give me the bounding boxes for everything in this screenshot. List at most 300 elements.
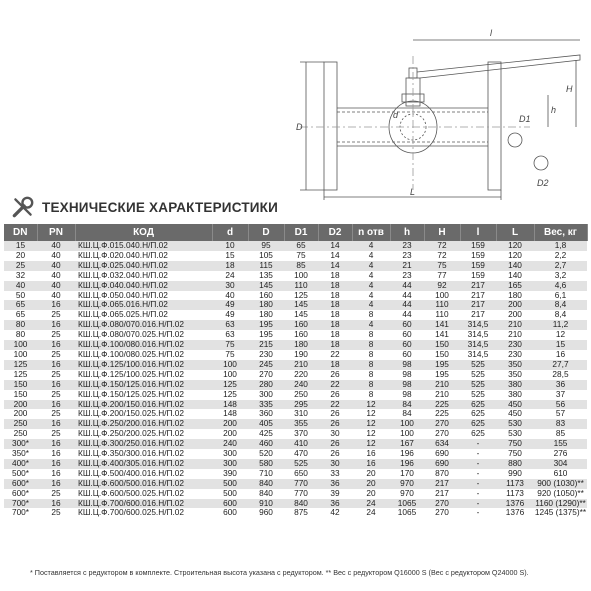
table-cell: 125	[212, 380, 248, 390]
table-cell: 200	[4, 409, 37, 419]
table-cell: 970	[390, 489, 424, 499]
table-cell: 220	[284, 370, 318, 380]
column-header: Вес, кг	[534, 224, 587, 241]
table-cell: 625	[460, 400, 496, 410]
table-cell: 600*	[4, 489, 37, 499]
table-cell: 30	[212, 281, 248, 291]
bolt-hole	[534, 156, 548, 170]
table-cell: 120	[496, 241, 534, 251]
column-header: DN	[4, 224, 37, 241]
table-cell: 314,5	[460, 330, 496, 340]
table-cell: КШ.Ц.Ф.700/600.025.Н/П.02	[75, 508, 212, 518]
table-cell: 65	[4, 300, 37, 310]
table-cell: 600*	[4, 479, 37, 489]
table-cell: 15	[4, 241, 37, 251]
column-header: КОД	[75, 224, 212, 241]
table-cell: 450	[496, 409, 534, 419]
table-cell: 26	[318, 419, 352, 429]
table-cell: 770	[284, 479, 318, 489]
table-cell: 8,4	[534, 310, 587, 320]
table-cell: 530	[496, 429, 534, 439]
table-cell: 40	[37, 271, 75, 281]
table-cell: 18	[318, 310, 352, 320]
table-cell: 44	[390, 291, 424, 301]
table-cell: 24	[212, 271, 248, 281]
table-cell: 500	[212, 489, 248, 499]
table-cell: КШ.Ц.Ф.065.025.Н/П.02	[75, 310, 212, 320]
table-cell: 690	[424, 449, 460, 459]
table-cell: 12	[352, 419, 390, 429]
table-cell: 140	[496, 271, 534, 281]
table-cell: 314,5	[460, 350, 496, 360]
table-cell: -	[460, 449, 496, 459]
table-cell: 16	[37, 439, 75, 449]
table-cell: 1,8	[534, 241, 587, 251]
table-cell: 141	[424, 320, 460, 330]
table-cell: 22	[318, 400, 352, 410]
table-cell: 180	[248, 310, 284, 320]
table-cell: 840	[248, 489, 284, 499]
table-cell: 405	[248, 419, 284, 429]
table-cell: 23	[390, 251, 424, 261]
table-cell: 8	[352, 330, 390, 340]
column-header: H	[424, 224, 460, 241]
table-cell: 4	[352, 291, 390, 301]
table-cell: 16	[37, 469, 75, 479]
table-cell: 610	[534, 469, 587, 479]
table-cell: 37	[534, 390, 587, 400]
table-cell: КШ.Ц.Ф.250/200.016.Н/П.02	[75, 419, 212, 429]
table-cell: 110	[424, 310, 460, 320]
table-cell: 50	[4, 291, 37, 301]
table-cell: 26	[318, 409, 352, 419]
table-cell: КШ.Ц.Ф.250/200.025.Н/П.02	[75, 429, 212, 439]
table-cell: 525	[460, 370, 496, 380]
table-cell: 167	[390, 439, 424, 449]
table-cell: 12	[352, 400, 390, 410]
table-cell: 21	[390, 261, 424, 271]
left-flange	[324, 62, 337, 190]
table-cell: 80	[4, 320, 37, 330]
table-cell: КШ.Ц.Ф.125/100.016.Н/П.02	[75, 360, 212, 370]
table-cell: 840	[284, 499, 318, 509]
table-cell: 25	[37, 429, 75, 439]
table-row	[4, 291, 587, 301]
table-row	[4, 370, 587, 380]
table-cell: 4	[352, 241, 390, 251]
table-cell: 460	[248, 439, 284, 449]
table-cell: 98	[390, 380, 424, 390]
table-cell: 63	[212, 330, 248, 340]
table-header-row	[4, 224, 587, 241]
table-cell: 65	[4, 310, 37, 320]
table-cell: 370	[284, 429, 318, 439]
footnote: * Поставляется с редуктором в комплекте. Строительная высота указана с редуктором. ** Вес с редуктором Q16000 S (Вес с редуктором Q24000 S).	[30, 568, 529, 577]
table-cell: 18	[318, 291, 352, 301]
table-cell: 77	[424, 271, 460, 281]
table-cell: 196	[390, 449, 424, 459]
table-cell: 625	[460, 419, 496, 429]
table-cell: 148	[212, 409, 248, 419]
table-cell: 25	[37, 390, 75, 400]
table-cell: 380	[496, 390, 534, 400]
table-cell: 25	[37, 489, 75, 499]
table-cell: 65	[284, 241, 318, 251]
table-cell: 400*	[4, 459, 37, 469]
column-header: PN	[37, 224, 75, 241]
table-cell: 26	[318, 390, 352, 400]
table-cell: 8,4	[534, 300, 587, 310]
column-header: D2	[318, 224, 352, 241]
table-cell: 60	[390, 320, 424, 330]
table-cell: 195	[424, 370, 460, 380]
table-cell: 350	[496, 370, 534, 380]
table-cell: 304	[534, 459, 587, 469]
bolt-hole	[508, 133, 522, 147]
table-cell: 23	[390, 271, 424, 281]
table-cell: 250	[284, 390, 318, 400]
specs-table	[4, 224, 588, 518]
table-cell: -	[460, 439, 496, 449]
table-cell: 14	[318, 261, 352, 271]
table-cell: 80	[4, 330, 37, 340]
table-cell: 314,5	[460, 340, 496, 350]
table-cell: 18	[318, 360, 352, 370]
table-cell: 217	[424, 479, 460, 489]
table-cell: 115	[248, 261, 284, 271]
table-cell: 4	[352, 300, 390, 310]
table-row	[4, 350, 587, 360]
table-cell: КШ.Ц.Ф.600/500.025.Н/П.02	[75, 489, 212, 499]
table-cell: 1160 (1290)**	[535, 498, 586, 508]
table-cell: 14	[318, 251, 352, 261]
table-cell: 110	[424, 300, 460, 310]
table-cell: 2,2	[534, 251, 587, 261]
table-cell: 200	[496, 300, 534, 310]
table-cell: 56	[534, 400, 587, 410]
column-header: h	[390, 224, 424, 241]
table-cell: 180	[248, 300, 284, 310]
table-cell: 210	[284, 360, 318, 370]
table-cell: КШ.Ц.Ф.500/400.016.Н/П.02	[75, 469, 212, 479]
table-cell: 25	[37, 409, 75, 419]
table-cell: 85	[284, 261, 318, 271]
table-cell: 990	[496, 469, 534, 479]
table-cell: 75	[212, 340, 248, 350]
table-row	[4, 489, 587, 499]
table-cell: 270	[248, 370, 284, 380]
table-cell: -	[460, 508, 496, 518]
table-cell: 700*	[4, 499, 37, 509]
table-cell: 530	[496, 419, 534, 429]
table-cell: 44	[390, 300, 424, 310]
table-cell: 240	[212, 439, 248, 449]
table-cell: 3,2	[534, 271, 587, 281]
valve-drawing	[0, 0, 591, 210]
table-cell: 960	[248, 508, 284, 518]
column-header: D	[248, 224, 284, 241]
table-cell: 16	[37, 360, 75, 370]
table-cell: 196	[390, 459, 424, 469]
table-cell: 4	[352, 320, 390, 330]
table-cell: 110	[284, 281, 318, 291]
label-h: h	[551, 105, 557, 115]
table-cell: 140	[496, 261, 534, 271]
table-cell: 360	[248, 409, 284, 419]
column-header: D1	[284, 224, 318, 241]
table-cell: 280	[248, 380, 284, 390]
table-cell: 4	[352, 271, 390, 281]
table-cell: 18	[318, 340, 352, 350]
table-cell: 314,5	[460, 320, 496, 330]
table-cell: -	[460, 489, 496, 499]
table-cell: -	[460, 469, 496, 479]
table-row	[4, 439, 587, 449]
table-cell: 1173	[496, 489, 534, 499]
table-cell: 141	[424, 330, 460, 340]
table-cell: 210	[496, 320, 534, 330]
table-cell: 2,7	[534, 261, 587, 271]
table-cell: 210	[424, 390, 460, 400]
table-row	[4, 419, 587, 429]
table-cell: 1173	[496, 479, 534, 489]
column-header: d	[212, 224, 248, 241]
table-cell: 450	[496, 400, 534, 410]
table-cell: 4	[352, 261, 390, 271]
table-cell: 150	[4, 380, 37, 390]
table-cell: 970	[390, 479, 424, 489]
table-cell: 84	[390, 400, 424, 410]
table-cell: 300	[248, 390, 284, 400]
table-cell: 8	[352, 340, 390, 350]
table-cell: 24	[352, 499, 390, 509]
table-cell: 16	[37, 400, 75, 410]
table-cell: 525	[460, 390, 496, 400]
section-header	[0, 192, 591, 222]
table-cell: 23	[390, 241, 424, 251]
label-D1: D1	[519, 114, 531, 124]
table-cell: 84	[390, 409, 424, 419]
table-cell: 145	[284, 300, 318, 310]
table-cell: 1245 (1375)**	[534, 508, 587, 518]
table-cell: 150	[4, 390, 37, 400]
table-cell: 39	[318, 489, 352, 499]
table-cell: 16	[37, 499, 75, 509]
table-cell: КШ.Ц.Ф.050.040.Н/П.02	[75, 291, 212, 301]
table-cell: 525	[284, 459, 318, 469]
table-row	[4, 508, 587, 518]
table-cell: 160	[284, 330, 318, 340]
table-cell: 125	[284, 291, 318, 301]
table-cell: 625	[460, 409, 496, 419]
table-cell: 145	[248, 281, 284, 291]
table-cell: -	[460, 459, 496, 469]
table-cell: 125	[4, 370, 37, 380]
table-cell: 16	[37, 380, 75, 390]
table-cell: 98	[390, 390, 424, 400]
table-cell: 230	[496, 340, 534, 350]
table-cell: 125	[4, 360, 37, 370]
table-cell: 100	[284, 271, 318, 281]
table-row	[4, 281, 587, 291]
table-cell: 20	[352, 479, 390, 489]
table-cell: 8	[352, 360, 390, 370]
table-cell: 217	[424, 489, 460, 499]
table-cell: 18	[318, 300, 352, 310]
table-cell: 410	[284, 439, 318, 449]
table-row	[4, 271, 587, 281]
table-cell: 200	[212, 429, 248, 439]
table-cell: 22	[318, 380, 352, 390]
table-cell: 26	[318, 439, 352, 449]
table-cell: 390	[212, 469, 248, 479]
table-cell: -	[460, 479, 496, 489]
table-cell: 270	[424, 499, 460, 509]
table-cell: 18	[318, 320, 352, 330]
table-cell: КШ.Ц.Ф.150/125.016.Н/П.02	[75, 380, 212, 390]
table-cell: 42	[318, 508, 352, 518]
table-row	[4, 429, 587, 439]
table-cell: 880	[496, 459, 534, 469]
table-cell: 25	[37, 330, 75, 340]
table-cell: 215	[248, 340, 284, 350]
table-cell: 8	[352, 350, 390, 360]
table-cell: 18	[318, 330, 352, 340]
table-cell: 160	[284, 320, 318, 330]
table-cell: 16	[37, 449, 75, 459]
table-cell: 60	[390, 340, 424, 350]
label-L: L	[410, 187, 416, 197]
table-cell: 85	[534, 429, 587, 439]
table-cell: КШ.Ц.Ф.080/070.025.Н/П.02	[75, 330, 212, 340]
table-cell: 270	[424, 429, 460, 439]
table-row	[4, 409, 587, 419]
table-row	[4, 469, 587, 479]
table-cell: 57	[534, 409, 587, 419]
table-cell: 40	[4, 281, 37, 291]
table-cell: 25	[37, 310, 75, 320]
table-cell: 30	[318, 429, 352, 439]
table-cell: 4,6	[534, 281, 587, 291]
table-cell: 12	[352, 429, 390, 439]
table-cell: 690	[424, 459, 460, 469]
table-cell: 28,5	[534, 370, 587, 380]
table-cell: 63	[212, 320, 248, 330]
table-cell: 1065	[390, 508, 424, 518]
table-cell: КШ.Ц.Ф.350/300.016.Н/П.02	[75, 449, 212, 459]
table-cell: 27,7	[534, 360, 587, 370]
table-cell: 230	[496, 350, 534, 360]
table-cell: КШ.Ц.Ф.032.040.Н/П.02	[75, 271, 212, 281]
table-row	[4, 400, 587, 410]
table-cell: 750	[496, 449, 534, 459]
table-cell: 875	[284, 508, 318, 518]
table-cell: 910	[248, 499, 284, 509]
table-cell: 217	[460, 310, 496, 320]
table-cell: 310	[284, 409, 318, 419]
table-cell: КШ.Ц.Ф.065.016.Н/П.02	[75, 300, 212, 310]
table-cell: 16	[352, 459, 390, 469]
table-cell: 36	[318, 499, 352, 509]
table-cell: 195	[248, 330, 284, 340]
table-cell: 350	[496, 360, 534, 370]
table-row	[4, 320, 587, 330]
table-cell: 520	[248, 449, 284, 459]
table-cell: 40	[37, 291, 75, 301]
table-cell: 1065	[390, 499, 424, 509]
table-cell: 8	[352, 380, 390, 390]
table-cell: КШ.Ц.Ф.015.040.Н/П.02	[75, 241, 212, 251]
table-cell: 870	[424, 469, 460, 479]
table-cell: 16	[37, 479, 75, 489]
table-cell: 625	[460, 429, 496, 439]
table-cell: 36	[318, 479, 352, 489]
table-cell: 650	[284, 469, 318, 479]
table-cell: 100	[4, 350, 37, 360]
label-d: d	[393, 110, 399, 120]
table-cell: 32	[4, 271, 37, 281]
table-cell: 159	[460, 271, 496, 281]
table-row	[4, 300, 587, 310]
table-cell: 600	[212, 499, 248, 509]
table-cell: 100	[212, 370, 248, 380]
table-row	[4, 479, 587, 489]
table-cell: 170	[390, 469, 424, 479]
table-cell: 920 (1050)**	[534, 489, 587, 499]
table-cell: КШ.Ц.Ф.040.040.Н/П.02	[75, 281, 212, 291]
table-cell: 525	[460, 360, 496, 370]
table-cell: 72	[424, 251, 460, 261]
table-cell: 120	[496, 251, 534, 261]
table-cell: КШ.Ц.Ф.600/500.016.Н/П.02	[75, 479, 212, 489]
table-cell: 355	[284, 419, 318, 429]
table-cell: 4	[352, 281, 390, 291]
table-cell: 150	[424, 350, 460, 360]
table-cell: 16	[37, 340, 75, 350]
table-cell: 16	[37, 459, 75, 469]
table-cell: 250	[4, 419, 37, 429]
table-cell: 245	[248, 360, 284, 370]
table-cell: 225	[424, 409, 460, 419]
table-cell: 380	[496, 380, 534, 390]
label-D: D	[296, 122, 303, 132]
table-cell: 36	[534, 380, 587, 390]
table-cell: КШ.Ц.Ф.100/080.025.Н/П.02	[75, 350, 212, 360]
right-flange	[488, 62, 501, 190]
table-cell: 75	[212, 350, 248, 360]
table-row	[4, 380, 587, 390]
table-cell: 40	[212, 291, 248, 301]
table-cell: 98	[390, 360, 424, 370]
table-cell: 16	[37, 419, 75, 429]
table-cell: 44	[390, 281, 424, 291]
table-row	[4, 390, 587, 400]
table-cell: 300	[212, 459, 248, 469]
table-cell: 30	[318, 459, 352, 469]
table-cell: 44	[390, 310, 424, 320]
table-cell: 270	[424, 508, 460, 518]
table-cell: 8	[352, 390, 390, 400]
table-cell: 335	[248, 400, 284, 410]
table-cell: 25	[37, 508, 75, 518]
table-cell: КШ.Ц.Ф.100/080.016.Н/П.02	[75, 340, 212, 350]
table-cell: КШ.Ц.Ф.200/150.025.Н/П.02	[75, 409, 212, 419]
table-cell: 840	[248, 479, 284, 489]
table-cell: 12	[352, 439, 390, 449]
table-row	[4, 449, 587, 459]
column-header: l	[460, 224, 496, 241]
table-cell: 210	[424, 380, 460, 390]
